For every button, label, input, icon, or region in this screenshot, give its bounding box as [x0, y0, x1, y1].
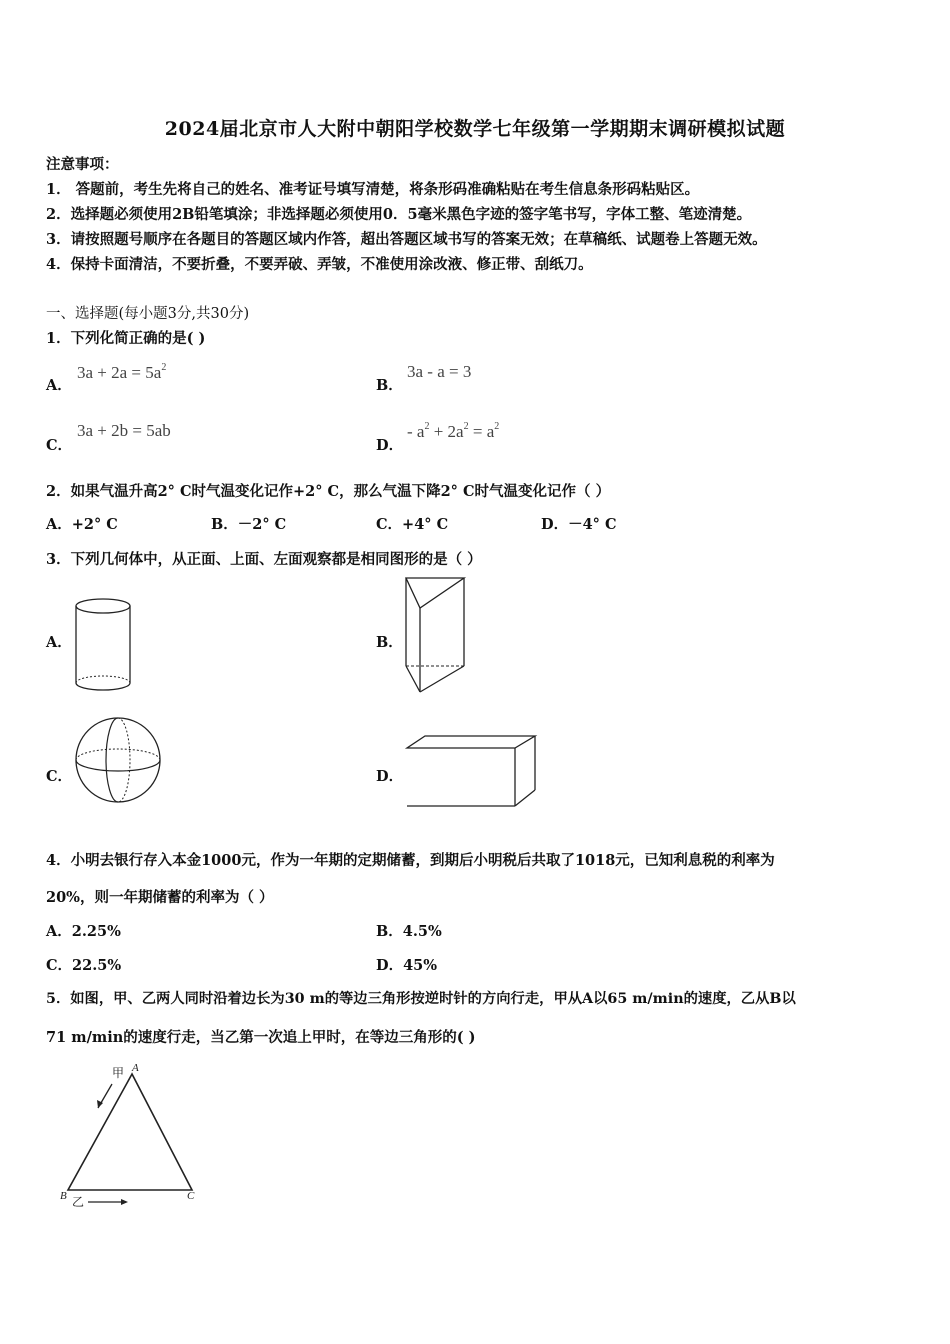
triangular-prism-icon — [400, 574, 470, 696]
vertex-b-label: B — [60, 1190, 67, 1202]
option-label-a: A． — [46, 634, 72, 651]
q2-option-a: A．+2° C — [46, 516, 118, 533]
option-label-d: D． — [376, 437, 404, 454]
option-label-d: D． — [376, 768, 404, 785]
option-label-c: C． — [46, 768, 73, 785]
notice-item: 1． 答题前，考生先将自己的姓名、准考证号填写清楚，将条形码准确粘贴在考生信息条形码粘贴区。 — [46, 181, 700, 198]
page-title: 2024届北京市人大附中朝阳学校数学七年级第一学期期末调研模拟试题 — [164, 118, 786, 140]
question-2-stem: 2．如果气温升高2° C时气温变化记作+2° C，那么气温下降2° C时气温变化记作（ ） — [46, 483, 611, 500]
q4-option-b: B．4.5% — [376, 923, 442, 940]
option-label-b: B． — [376, 634, 403, 651]
question-5-stem-cont: 71 m/min的速度行走，当乙第一次追上甲时，在等边三角形的( ) — [46, 1029, 476, 1046]
question-1-stem: 1．下列化简正确的是( ) — [46, 330, 206, 347]
vertex-a-label: A — [132, 1062, 139, 1074]
option-label-c: C． — [46, 437, 73, 454]
cylinder-icon — [70, 596, 136, 696]
cuboid-icon — [403, 734, 543, 810]
label-yi: 乙 — [72, 1195, 85, 1209]
q2-option-c: C．+4° C — [376, 516, 449, 533]
q2-option-b: B．－2° C — [211, 516, 287, 533]
option-label-a: A． — [46, 377, 72, 394]
q1-option-c-formula: 3a + 2b = 5ab — [77, 421, 171, 440]
q1-option-b-formula: 3a - a = 3 — [407, 362, 472, 381]
notice-item: 3．请按照题号顺序在各题目的答题区域内作答，超出答题区域书写的答案无效；在草稿纸、试题卷上答题无效。 — [46, 231, 767, 248]
notice-item: 4．保持卡面清洁，不要折叠，不要弄破、弄皱，不准使用涂改液、修正带、刮纸刀。 — [46, 256, 593, 273]
vertex-c-label: C — [187, 1190, 195, 1202]
section-heading: 一、选择题(每小题3分,共30分) — [46, 306, 250, 322]
question-4-stem-cont: 20%，则一年期储蓄的利率为（ ） — [46, 889, 274, 906]
label-jia: 甲 — [112, 1066, 125, 1080]
triangle-figure — [52, 1060, 212, 1212]
q4-option-d: D．45% — [376, 957, 438, 974]
q1-option-a-formula: $3a + 2a = 5a^2$ — [77, 362, 167, 382]
q2-option-d: D．－4° C — [541, 516, 617, 533]
q4-option-a: A．2.25% — [46, 923, 121, 940]
question-4-stem: 4．小明去银行存入本金1000元，作为一年期的定期储蓄，到期后小明税后共取了1018元，已知利息税的利率为 — [46, 852, 775, 869]
q4-option-c: C．22.5% — [46, 957, 122, 974]
sphere-icon — [72, 714, 164, 806]
question-5-stem: 5．如图，甲、乙两人同时沿着边长为30 m的等边三角形按逆时针的方向行走，甲从A以65 m/min的速度，乙从B以 — [46, 991, 796, 1007]
q1-option-d-formula: - $a^2 + 2a^2 = a^2$ — [407, 421, 500, 441]
notice-item: 2．选择题必须使用2B铅笔填涂；非选择题必须使用0．5毫米黑色字迹的签字笔书写，字体工整、笔迹清楚。 — [46, 206, 752, 223]
notice-heading: 注意事项： — [46, 156, 119, 173]
question-3-stem: 3．下列几何体中，从正面、上面、左面观察都是相同图形的是（ ） — [46, 551, 482, 568]
option-label-b: B． — [376, 377, 403, 394]
